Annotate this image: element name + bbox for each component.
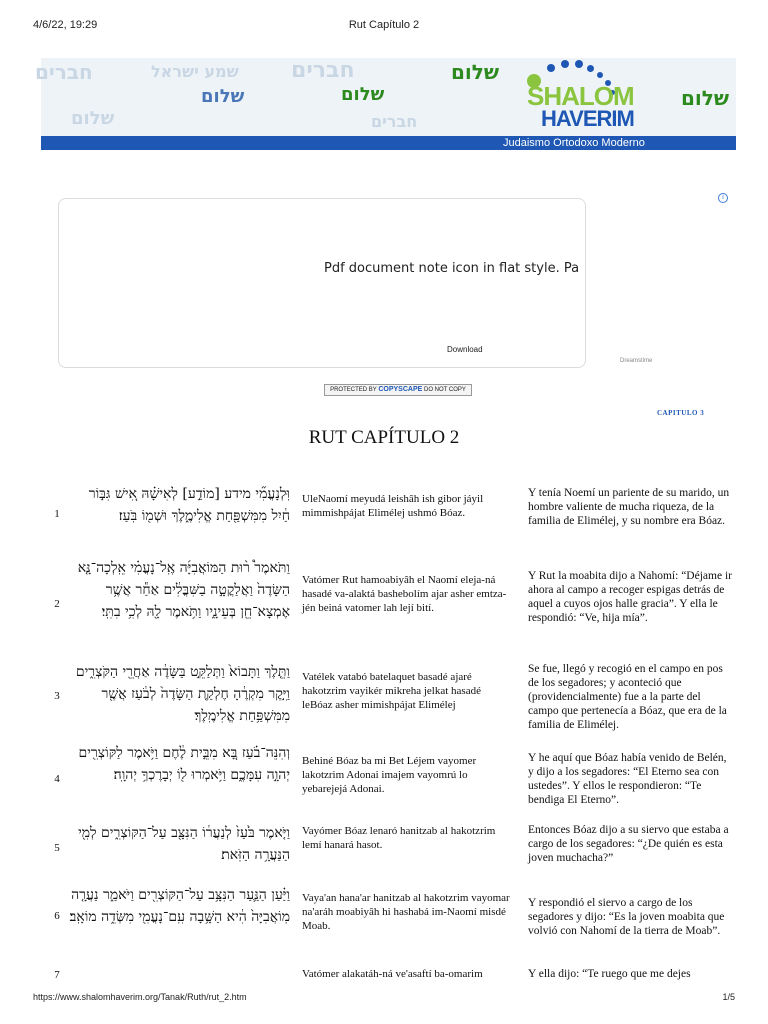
- verse-transliteration: Vatómer alakatáh-ná ve'asaftí ba-omarim: [302, 968, 483, 980]
- banner-tagline: Judaismo Ortodoxo Moderno: [503, 137, 645, 149]
- logo-haverim-text: HAVERIM: [541, 106, 634, 131]
- next-chapter-link[interactable]: CAPITULO 3: [657, 409, 705, 417]
- copyscape-prefix: PROTECTED BY: [330, 387, 377, 393]
- banner-bg-word: שמע ישראל: [151, 62, 239, 81]
- verse-transliteration: Vatómer Rut hamoabiyâh el Naomí eleja-ná hasadé va-alaktá bashebolím ajar asher emtza-jén beiná vatomer lah lejí bití.: [302, 574, 507, 614]
- banner-bg-word: חברים: [371, 112, 418, 131]
- verse-spanish: Y tenía Noemí un pariente de su marido, un hombre valiente de mucha riqueza, de la familia de Elimélej, y su nombre era Bóaz.: [528, 487, 730, 527]
- verse-transliteration: Vayómer Bóaz lenaró hanitzab al hakotzrim lemí hanará hasot.: [302, 825, 496, 851]
- verse-transliteration: UleNaomí meyudá leishâh ish gibor jáyil mimmishpájat Elimélej ushmó Bóaz.: [302, 493, 484, 519]
- site-banner[interactable]: [35, 58, 736, 150]
- banner-word-right: שלום: [681, 86, 730, 110]
- ad-container[interactable]: [58, 198, 586, 368]
- verse-spanish: Y Rut la moabita dijo a Nahomí: “Déjame ir ahora al campo a recoger espigas detrás de aquel a cuyos ojos halle gracia”. Y ella le respondió: “Ve, hija mía”.: [528, 570, 732, 624]
- verse-hebrew: וַיַּ֗עַן הַנַּ֛עַר הַנִּצָּ֥ב עַל־הַקּוֹצְרִ֖ים וַיֹּאמַ֑ר נַעֲרָ֤ה מֽוֹאֲבִיָּה֙ הִ֔יא הַשָּׁ֥בָה עִֽם־נָעֳמִ֖י מִשְּׂדֵ֥ה מוֹאָֽב׃: [69, 887, 290, 925]
- banner-word-shalom-blue: שלום: [201, 86, 245, 107]
- logo-dot-icon: [597, 72, 603, 78]
- print-footer-url: https://www.shalomhaverim.org/Tanak/Ruth/rut_2.htm: [33, 992, 247, 1002]
- verse-hebrew: וַתֹּאמֶר֩ ר֨וּת הַמּוֹאֲבִיָּ֜ה אֶֽל־נָעֳמִ֗י אֵֽלְכָה־נָּ֤א הַשָּׂדֶה֙ וַאֲלַקֳטָ֣ה בַשִּׁבֳּלִ֔ים אַחַ֕ר אֲשֶׁ֥ר אֶמְצָא־חֵ֖ן בְּעֵינָ֑יו וַתֹּ֥אמֶר לָ֖הּ לְכִ֥י בִתִּֽי׃: [77, 560, 290, 620]
- verse-number: 2: [54, 598, 60, 610]
- verse-transliteration: Vatélek vatabó batelaquet basadé ajaré hakotzrim vayikér mikreha jelkat hasadé leBóaz asher mimishpájat Elimélej: [302, 671, 481, 711]
- copyscape-badge[interactable]: [324, 384, 472, 396]
- banner-bg-word: חברים: [291, 58, 355, 83]
- banner-bg-word: חברים: [35, 60, 93, 84]
- verse-number: 1: [54, 508, 60, 520]
- logo-dot-icon: [547, 64, 555, 72]
- verse-hebrew: וְהִנֵּה־בֹ֗עַז בָּ֚א מִבֵּ֣ית לֶ֔חֶם וַיֹּ֥אמֶר לַקּוֹצְרִ֖ים יְהוָ֣ה עִמָּכֶ֑ם וַיֹּ֥אמְרוּ ל֖וֹ יְבָרֶכְךָ֥ יְהוָֽה׃: [78, 745, 290, 783]
- ad-text[interactable]: Pdf document note icon in flat style. Pa: [324, 261, 580, 276]
- banner-word-haverim-green: שלום: [451, 60, 500, 84]
- info-icon[interactable]: i: [718, 193, 728, 203]
- verse-number: 4: [54, 773, 60, 785]
- verse-number: 3: [54, 690, 60, 702]
- verse-spanish: Se fue, llegó y recogió en el campo en pos de los segadores; y aconteció que (providencialmente) fue a la parte del campo que pertenecía a Bóaz, que era de la familia de Elimélej.: [528, 663, 727, 731]
- verse-transliteration: Vaya'an hana'ar hanitzab al hakotzrim vayomar na'aráh moabiyâh hi hashabá im-Naomí misdé Moab.: [302, 892, 510, 932]
- verse-spanish: Y he aquí que Bóaz había venido de Belén, y dijo a los segadores: “El Eterno sea con ustedes”. Y ellos le respondieron: “Te bendiga El Eterno”.: [528, 752, 727, 806]
- copyscape-suffix: DO NOT COPY: [423, 387, 466, 393]
- verse-number: 7: [54, 969, 60, 981]
- logo-dot-icon: [561, 60, 569, 68]
- verse-transliteration: Behiné Bóaz ba mi Bet Léjem vayomer lakotzrim Adonai imajem vayomrú lo yebarejejá Adonai.: [302, 755, 477, 795]
- verse-number: 6: [54, 910, 60, 922]
- logo-dot-icon: [587, 65, 594, 72]
- shalom-haverim-logo[interactable]: [521, 58, 661, 138]
- copyscape-brand: COPYSCAPE: [378, 386, 423, 393]
- print-datetime: 4/6/22, 19:29: [33, 19, 98, 31]
- ad-download-link[interactable]: Download: [447, 345, 483, 354]
- verse-hebrew: וַיֹּ֤אמֶר בֹּ֙עַז֙ לְנַעֲר֔וֹ הַנִּצָּ֖ב עַל־הַקּוֹצְרִ֑ים לְמִ֖י הַנַּעֲרָ֥ה הַזֹּֽאת׃: [78, 825, 290, 863]
- print-header: [0, 0, 768, 50]
- print-footer-page: 1/5: [722, 992, 735, 1002]
- verse-number: 5: [54, 842, 60, 854]
- logo-shalom-text: SHALOM: [527, 81, 634, 111]
- banner-word-shalom-green: שלום: [341, 84, 385, 105]
- banner-bg-word: שלום: [71, 108, 115, 129]
- print-footer: [0, 992, 768, 1012]
- ad-source[interactable]: Dreamstime: [620, 358, 653, 364]
- chapter-title: RUT CAPÍTULO 2: [308, 427, 460, 448]
- print-title: Rut Capítulo 2: [348, 19, 420, 31]
- logo-dot-icon: [575, 60, 583, 68]
- verse-spanish: Y ella dijo: “Te ruego que me dejes: [528, 968, 691, 980]
- verse-spanish: Y respondió el siervo a cargo de los segadores y dijo: “Es la joven moabita que volvió con Nahomí de la tierra de Moab”.: [528, 897, 725, 937]
- verse-spanish: Entonces Bóaz dijo a su siervo que estaba a cargo de los segadores: “¿De quién es esta joven muchacha?”: [528, 824, 729, 864]
- verse-hebrew: וַתֵּ֤לֶךְ וַתָּבוֹא֙ וַתְּלַקֵּ֣ט בַּשָּׂדֶ֔ה אַחֲרֵ֖י הַקֹּצְרִ֑ים וַיִּ֣קֶר מִקְרֶ֔הָ חֶלְקַ֤ת הַשָּׂדֶה֙ לְבֹ֔עַז אֲשֶׁ֖ר מִמִּשְׁפַּ֥חַת אֱלִימֶֽלֶךְ׃: [75, 664, 290, 724]
- verse-hebrew: וּֽלְנָעֳמִ֞י מידע [מוֹדַ֣ע] לְאִישָׁ֗הּ אִ֚ישׁ גִּבּ֣וֹר חַ֔יִל מִמִּשְׁפַּ֖חַת אֱלִימֶ֑לֶךְ וּשְׁמ֖וֹ בֹּֽעַז׃: [88, 486, 290, 524]
- banner-bar: [41, 136, 736, 150]
